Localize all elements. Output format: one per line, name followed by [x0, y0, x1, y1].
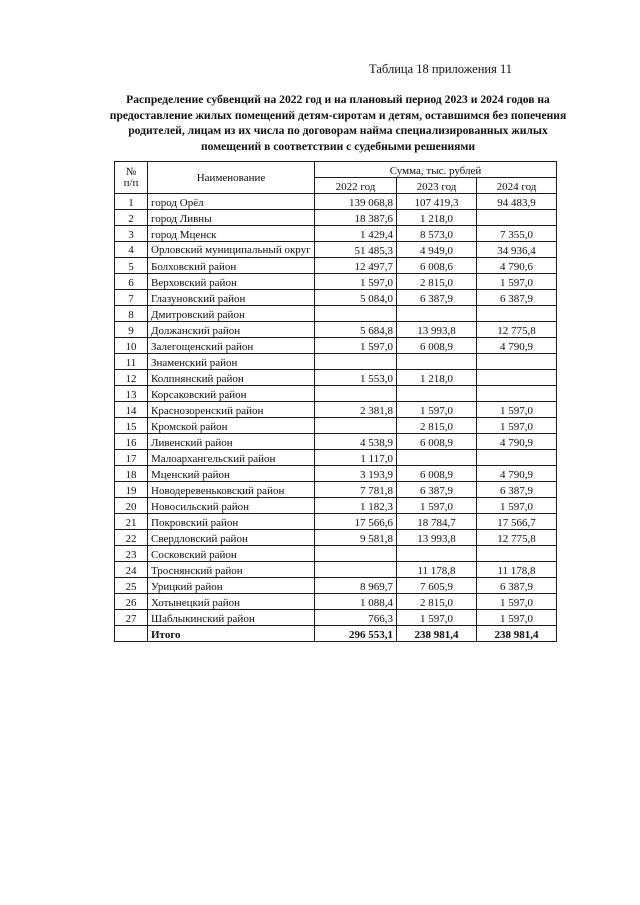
row-name: Колпнянский район — [148, 370, 315, 386]
table-row — [115, 434, 557, 450]
value-2022: 2 381,8 — [315, 402, 397, 418]
value-2023: 4 949,0 — [397, 242, 477, 258]
value-2023: 8 573,0 — [397, 226, 477, 242]
value-2023: 6 008,9 — [397, 466, 477, 482]
value-2022 — [315, 354, 397, 370]
row-number: 3 — [115, 226, 148, 242]
value-2024: 6 387,9 — [477, 290, 557, 306]
table-body — [115, 194, 557, 642]
row-number: 13 — [115, 386, 148, 402]
value-2024: 6 387,9 — [477, 578, 557, 594]
value-2024: 7 355,0 — [477, 226, 557, 242]
row-number: 22 — [115, 530, 148, 546]
row-name: Залегощенский район — [148, 338, 315, 354]
value-2024: 12 775,8 — [477, 530, 557, 546]
value-2024 — [477, 306, 557, 322]
value-2024: 4 790,9 — [477, 466, 557, 482]
table-row — [115, 610, 557, 626]
row-number: 7 — [115, 290, 148, 306]
header-number — [115, 162, 148, 194]
value-2022: 5 684,8 — [315, 322, 397, 338]
table-row — [115, 306, 557, 322]
table-total-row — [115, 626, 557, 642]
value-2023: 6 008,9 — [397, 434, 477, 450]
row-number: 20 — [115, 498, 148, 514]
value-2023 — [397, 386, 477, 402]
row-number: 4 — [115, 242, 148, 258]
value-2022 — [315, 306, 397, 322]
header-year-2023: 2023 год — [397, 178, 477, 194]
row-number: 24 — [115, 562, 148, 578]
row-name: Болховский район — [148, 258, 315, 274]
value-2022 — [315, 386, 397, 402]
row-number: 11 — [115, 354, 148, 370]
value-2024 — [477, 354, 557, 370]
header-year-2024: 2024 год — [477, 178, 557, 194]
row-name: Глазуновский район — [148, 290, 315, 306]
value-2024 — [477, 210, 557, 226]
value-2022: 7 781,8 — [315, 482, 397, 498]
subsidy-table — [114, 161, 557, 642]
value-2024 — [477, 546, 557, 562]
value-2023: 2 815,0 — [397, 594, 477, 610]
row-number — [115, 626, 148, 642]
value-2022: 5 084,0 — [315, 290, 397, 306]
value-2022: 17 566,6 — [315, 514, 397, 530]
value-2024: 1 597,0 — [477, 610, 557, 626]
value-2023: 6 008,6 — [397, 258, 477, 274]
value-2022: 766,3 — [315, 610, 397, 626]
row-number: 8 — [115, 306, 148, 322]
value-2024: 4 790,9 — [477, 338, 557, 354]
value-2024: 34 936,4 — [477, 242, 557, 258]
row-number: 5 — [115, 258, 148, 274]
row-number: 2 — [115, 210, 148, 226]
row-name: город Орёл — [148, 194, 315, 210]
row-name: Итого — [148, 626, 315, 642]
table-row — [115, 194, 557, 210]
row-name: Новосильский район — [148, 498, 315, 514]
row-name: Дмитровский район — [148, 306, 315, 322]
row-name: Покровский район — [148, 514, 315, 530]
table-row — [115, 562, 557, 578]
row-number: 6 — [115, 274, 148, 290]
value-2024 — [477, 450, 557, 466]
row-name: город Ливны — [148, 210, 315, 226]
value-2023: 1 597,0 — [397, 498, 477, 514]
table-row — [115, 290, 557, 306]
table-row — [115, 530, 557, 546]
row-number: 9 — [115, 322, 148, 338]
header-sum: Сумма, тыс. рублей — [315, 162, 557, 178]
table-row — [115, 498, 557, 514]
value-2024: 1 597,0 — [477, 498, 557, 514]
value-2023: 18 784,7 — [397, 514, 477, 530]
title-line: помещений в соответствии с судебными решениями — [200, 139, 476, 153]
row-number: 17 — [115, 450, 148, 466]
value-2022: 8 969,7 — [315, 578, 397, 594]
value-2023: 1 597,0 — [397, 610, 477, 626]
header-number-symbol: № — [125, 165, 137, 178]
value-2023: 238 981,4 — [397, 626, 477, 642]
value-2024: 6 387,9 — [477, 482, 557, 498]
row-number: 19 — [115, 482, 148, 498]
value-2022: 4 538,9 — [315, 434, 397, 450]
header-number-abbr: п/п — [123, 176, 139, 189]
row-name: Верховский район — [148, 274, 315, 290]
table-row — [115, 546, 557, 562]
row-name: Краснозоренский район — [148, 402, 315, 418]
row-name: Корсаковский район — [148, 386, 315, 402]
value-2024: 1 597,0 — [477, 402, 557, 418]
row-name: Мценский район — [148, 466, 315, 482]
row-number: 1 — [115, 194, 148, 210]
table-row — [115, 386, 557, 402]
value-2022: 1 088,4 — [315, 594, 397, 610]
value-2022: 1 597,0 — [315, 338, 397, 354]
value-2024: 1 597,0 — [477, 274, 557, 290]
table-row — [115, 226, 557, 242]
value-2024: 12 775,8 — [477, 322, 557, 338]
row-number: 26 — [115, 594, 148, 610]
value-2022: 3 193,9 — [315, 466, 397, 482]
annex-label: Таблица 18 приложения 11 — [369, 62, 512, 76]
value-2024: 4 790,6 — [477, 258, 557, 274]
row-name: Свердловский район — [148, 530, 315, 546]
table-row — [115, 322, 557, 338]
row-name: город Мценск — [148, 226, 315, 242]
row-number: 10 — [115, 338, 148, 354]
value-2023: 7 605,9 — [397, 578, 477, 594]
row-name: Троснянский район — [148, 562, 315, 578]
table-row — [115, 450, 557, 466]
table-row — [115, 466, 557, 482]
row-name: Сосковский район — [148, 546, 315, 562]
header-year-2022: 2022 год — [315, 178, 397, 194]
value-2024 — [477, 386, 557, 402]
value-2023 — [397, 450, 477, 466]
row-name: Должанский район — [148, 322, 315, 338]
row-name: Урицкий район — [148, 578, 315, 594]
row-number: 12 — [115, 370, 148, 386]
value-2023: 6 387,9 — [397, 290, 477, 306]
row-number: 21 — [115, 514, 148, 530]
value-2022: 18 387,6 — [315, 210, 397, 226]
table-row — [115, 274, 557, 290]
table-row — [115, 418, 557, 434]
row-number: 18 — [115, 466, 148, 482]
table-row — [115, 594, 557, 610]
table-row — [115, 370, 557, 386]
value-2022: 1 429,4 — [315, 226, 397, 242]
value-2022: 1 597,0 — [315, 274, 397, 290]
row-name: Ливенский район — [148, 434, 315, 450]
row-name: Кромской район — [148, 418, 315, 434]
row-name: Шаблыкинский район — [148, 610, 315, 626]
value-2023: 2 815,0 — [397, 274, 477, 290]
value-2023: 107 419,3 — [397, 194, 477, 210]
row-name: Хотынецкий район — [148, 594, 315, 610]
value-2024: 11 178,8 — [477, 562, 557, 578]
table-row — [115, 354, 557, 370]
value-2022: 12 497,7 — [315, 258, 397, 274]
value-2024: 4 790,9 — [477, 434, 557, 450]
value-2023: 1 218,0 — [397, 370, 477, 386]
value-2024 — [477, 370, 557, 386]
value-2022: 1 117,0 — [315, 450, 397, 466]
row-name: Малоархангельский район — [148, 450, 315, 466]
value-2024: 1 597,0 — [477, 418, 557, 434]
row-number: 16 — [115, 434, 148, 450]
value-2024: 1 597,0 — [477, 594, 557, 610]
value-2022: 9 581,8 — [315, 530, 397, 546]
row-name: Знаменский район — [148, 354, 315, 370]
value-2023: 6 008,9 — [397, 338, 477, 354]
value-2023: 13 993,8 — [397, 530, 477, 546]
value-2022: 51 485,3 — [315, 242, 397, 258]
value-2024: 17 566,7 — [477, 514, 557, 530]
row-number: 25 — [115, 578, 148, 594]
value-2022 — [315, 546, 397, 562]
table-row — [115, 210, 557, 226]
table-row — [115, 514, 557, 530]
value-2024: 238 981,4 — [477, 626, 557, 642]
value-2023 — [397, 354, 477, 370]
table-row — [115, 242, 557, 258]
title-line: Распределение субвенций на 2022 год и на плановый период 2023 и 2024 годов на — [126, 93, 550, 106]
row-number: 27 — [115, 610, 148, 626]
value-2022: 139 068,8 — [315, 194, 397, 210]
table-row — [115, 338, 557, 354]
value-2022 — [315, 562, 397, 578]
value-2022 — [315, 418, 397, 434]
value-2023: 6 387,9 — [397, 482, 477, 498]
value-2022: 1 182,3 — [315, 498, 397, 514]
value-2022: 1 553,0 — [315, 370, 397, 386]
row-number: 15 — [115, 418, 148, 434]
table-row — [115, 578, 557, 594]
table-row — [115, 482, 557, 498]
value-2023: 13 993,8 — [397, 322, 477, 338]
value-2023: 11 178,8 — [397, 562, 477, 578]
row-name: Орловский муниципальный округ — [148, 242, 315, 258]
header-name: Наименование — [148, 162, 315, 194]
title-line: предоставление жилых помещений детям-сиротам и детям, оставшимся без попечения — [109, 108, 567, 122]
value-2023: 2 815,0 — [397, 418, 477, 434]
row-number: 14 — [115, 402, 148, 418]
value-2023 — [397, 546, 477, 562]
table-row — [115, 402, 557, 418]
document-title — [88, 92, 588, 154]
value-2022: 296 553,1 — [315, 626, 397, 642]
row-number: 23 — [115, 546, 148, 562]
value-2023: 1 597,0 — [397, 402, 477, 418]
value-2023: 1 218,0 — [397, 210, 477, 226]
title-line: родителей, лицам из их числа по договорам найма специализированных жилых — [128, 124, 548, 138]
value-2024: 94 483,9 — [477, 194, 557, 210]
value-2023 — [397, 306, 477, 322]
table-row — [115, 258, 557, 274]
table-header-row — [115, 162, 557, 178]
row-name: Новодеревеньковский район — [148, 482, 315, 498]
